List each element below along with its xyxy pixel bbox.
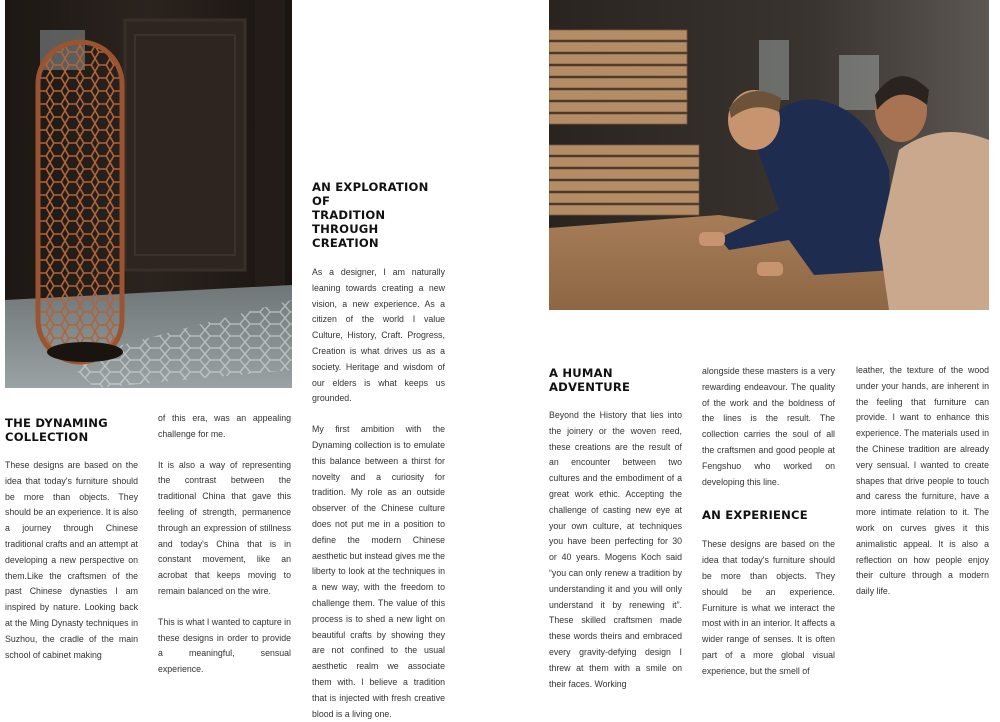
adventure-paragraph-2: alongside these masters is a very rewarding endeavour. The quality of the work and the boldness of the lines is the result. The collection carries the soul of all the craftsmen and good people at Fengshuo who worked on developing this line. <box>702 366 835 487</box>
dynaming-column-2 <box>158 411 291 678</box>
lattice-screen-photo <box>5 0 292 388</box>
exploration-title-line2: TRADITION THROUGH <box>312 208 386 236</box>
exploration-column <box>312 180 445 722</box>
dynaming-title-line2: COLLECTION <box>5 430 89 444</box>
experience-title: AN EXPERIENCE <box>702 508 808 523</box>
adventure-column <box>549 366 682 692</box>
dynaming-title <box>5 416 138 444</box>
dynaming-title-line1: THE DYNAMING <box>5 416 108 430</box>
exploration-paragraph-2: My first ambition with the Dynaming collection is to emulate this balance between a thirst for novelty and a curiosity for tradition. My role as an outside observer of the Chinese culture does not put me in a position to define the modern Chinese aesthetic but instead gives me the liberty to look at the techniques in a new way, with the freedom to challenge them. The value of this process is to shed a new light on beautiful crafts by showing they are not confined to the usual aesthetic realm we associate them with. I believe a tradition that is injected with fresh creative blood is a living one. <box>312 424 446 719</box>
adventure-paragraph-1: Beyond the History that lies into the joinery or the woven reed, these creations are the result of an encounter between two cultures and the embodiment of a great work ethic. Accepting the challenge of casting new eye at your own culture, at techniques you have been perfecting for 30 or 40 years. Mogens Koch said “you can only renew a tradition by understanding it and you will only understand it by renewing it”. These skilled craftsmen made these words theirs and embraced every gravity-defying design I threw at them with a smile on their faces. Working <box>549 410 682 689</box>
exploration-title-line1: AN EXPLORATION OF <box>312 180 429 208</box>
experience-column-2 <box>856 363 989 600</box>
workshop-craftsmen-photo <box>549 0 989 310</box>
experience-paragraph-1: These designs are based on the idea that today's furniture should be more than objects. They should be an experience. Furniture is what we interact the most with in an interior. It affects a wider range of senses. It is often part of a more global visual experience, but the smell of <box>702 539 835 676</box>
exploration-title-line3: CREATION <box>312 236 379 250</box>
dynaming-paragraph-1: These designs are based on the idea that today's furniture should be more than objects. They should be an experience. It is also a journey through Chinese traditional crafts and an attempt at developing a new perspective on them.Like the craftsmen of the past Chinese dynasties I am inspired by nature. Looking back at the Ming Dynasty techniques in Suzhou, the cradle of the main school of cabinet making <box>5 460 139 660</box>
dynaming-paragraph-3: It is also a way of representing the contrast between the traditional China that gave this feeling of strength, permanence through an expression of stillness and today's China that is in constant movement, like an acrobat that keeps moving to remain balanced on the wire. <box>158 459 291 596</box>
experience-paragraph-2: leather, the texture of the wood under your hands, are inherent in the feeling that furniture can provide. I want to enhance this experience. The materials used in the Chinese tradition are already very sensual. I wanted to create shapes that drive people to touch and caress the furniture, have a more intimate relation to it. The work on curves gives it this animalistic appeal. It is also a reflection on how people enjoy their culture through a modern daily life. <box>856 365 989 597</box>
exploration-paragraph-1: As a designer, I am naturally leaning towards creating a new vision, a new experience. As a citizen of the world I value Culture, History, Craft. Progress, Creation is what drives us as a society. Heritage and wisdom of our elders is what keeps us grounded. <box>312 267 445 404</box>
dynaming-paragraph-2: of this era, was an appealing challenge for me. <box>158 413 291 439</box>
dynaming-column-1 <box>5 416 138 663</box>
adventure-title: A HUMAN ADVENTURE <box>549 366 631 394</box>
exploration-title <box>312 180 445 250</box>
dynaming-paragraph-4: This is what I wanted to capture in these designs in order to provide a meaningful, sensual experience. <box>158 616 291 675</box>
experience-column <box>702 364 835 680</box>
